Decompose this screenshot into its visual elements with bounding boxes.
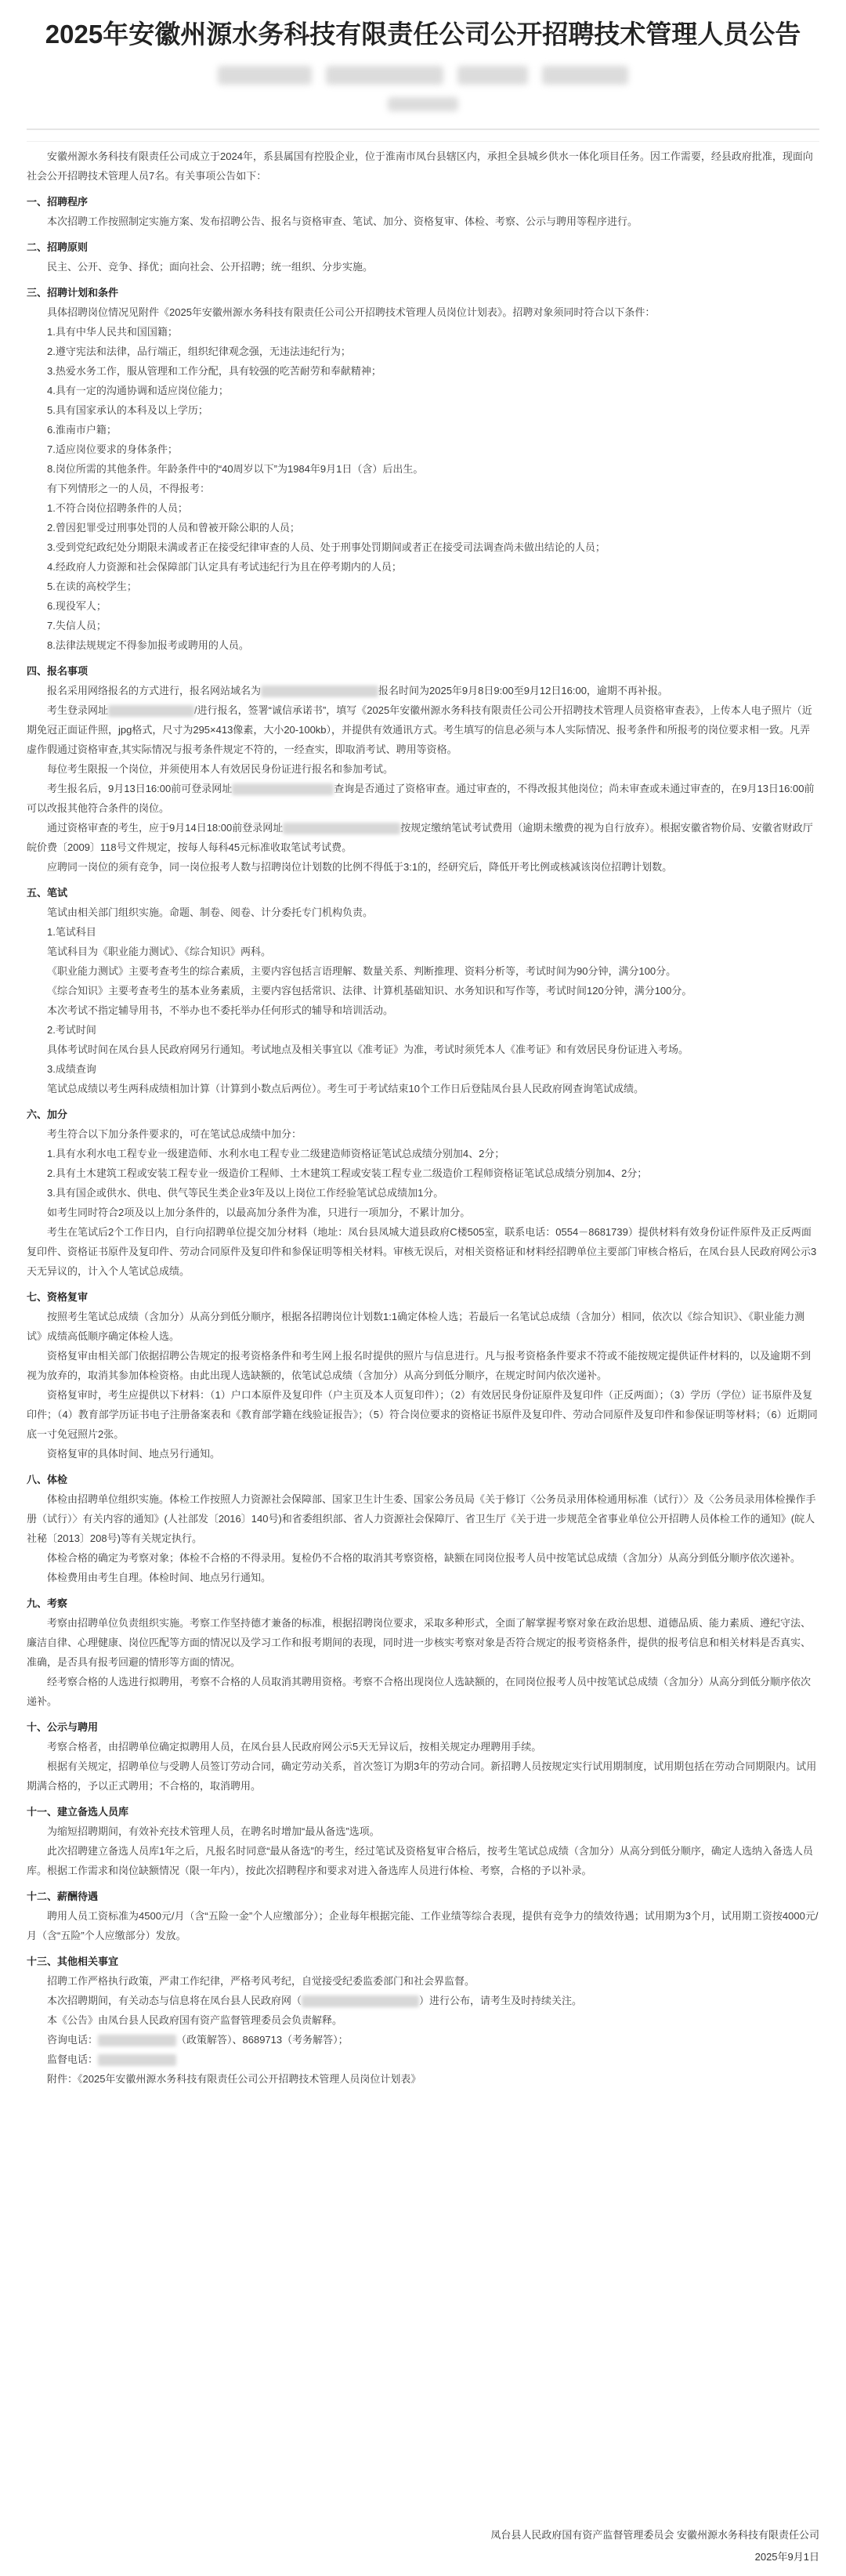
section-heading-10: 十、公示与聘用 — [27, 1721, 99, 1733]
exclusion-item: 3.受到党纪政纪处分期限未满或者正在接受纪律审查的人员、处于刑事处罚期间或者正在接受司法调查尚未做出结论的人员； — [47, 541, 606, 553]
meta-redacted-2 — [326, 66, 443, 85]
bonus-item: 1.具有水利水电工程专业一级建造师、水利水电工程专业二级建造师资格证笔试总成绩分别加4、2分； — [47, 1148, 505, 1160]
section-heading-7: 七、资格复审 — [27, 1291, 89, 1303]
section-text-2: 民主、公开、竞争、择优；面向社会、公开招聘；统一组织、分步实施。 — [47, 261, 374, 273]
exclusion-item: 8.法律法规规定不得参加报考或聘用的人员。 — [47, 639, 249, 651]
condition-item: 1.具有中华人民共和国国籍； — [47, 326, 178, 338]
registration-login-b: /进行报名，签署“诚信承诺书”，填写《2025年安徽州源水务科技有限责任公司公开招聘技术管理人员资格审查表》，上传本人电子照片（近期免冠正面证件照，jpg格式，尺寸为295×413像素，大小20-100kb），并提供有效通讯方式。考生填写的信息必须与本人实际情况、报考条件和所报考的岗位要求相一致。凡弄虚作假通过资格审查,其实际情况与报考条件规定不符的，一经查实，即取消考试、聘用等资格。 — [27, 704, 812, 755]
announcement-body — [27, 147, 819, 2089]
salary-paragraph: 聘用人员工资标准为4500元/月（含“五险一金”个人应缴部分）；企业每年根据完能、工作业绩等综合表现，提供有竞争力的绩效待遇；试用期为3个月，试用期工资按4000元/月（含“五险”个人应缴部分）发放。 — [27, 1910, 819, 1941]
condition-item: 6.淮南市户籍； — [47, 424, 117, 436]
exclusion-item: 1.不符合岗位招聘条件的人员； — [47, 502, 188, 514]
redacted-url — [232, 783, 334, 795]
signature-block — [490, 2524, 819, 2568]
intro-paragraph: 安徽州源水务科技有限责任公司成立于2024年，系县属国有控股企业，位于淮南市凤台县辖区内，承担全县城乡供水一体化项目任务。因工作需要，经县政府批准，现面向社会公开招聘技术管理人员7名。有关事项公告如下： — [27, 150, 813, 182]
redacted-phone — [98, 2035, 176, 2046]
requal-paragraph: 资格复审由相关部门依据招聘公告规定的报考资格条件和考生网上报名时提供的照片与信息进行。凡与报考资格条件要求不符或不能按规定提供证件材料的，以及逾期不到视为放弃的，取消其参加体检资格。由此出现人选缺额的，依笔试总成绩（含加分）从高分到低分顺序，在规定时间内依次递补。 — [27, 1350, 812, 1381]
reserve-paragraph: 为缩短招聘期间，有效补充技术管理人员，在聘名时增加“最从备选”选项。 — [47, 1825, 380, 1837]
medical-paragraph: 体检由招聘单位组织实施。体检工作按照人力资源社会保障部、国家卫生计生委、国家公务员局《关于修订〈公务员录用体检通用标准（试行）〉及〈公务员录用体检操作手册（试行）〉有关内容的通知》(人社部发〔2016〕140号)和省委组织部、省人力资源社会保障厅、省卫生厅《关于进一步规范全省事业单位公开招聘人员体检工作的通知》(皖人社秘〔2013〕208号)等有关规定执行。 — [27, 1493, 816, 1544]
exam-subheading: 3.成绩查询 — [47, 1063, 96, 1075]
attachment-link[interactable]: 附件：《2025年安徽州源水务科技有限责任公司公开招聘技术管理人员岗位计划表》 — [47, 2073, 421, 2085]
section-heading-3: 三、招聘计划和条件 — [27, 287, 119, 298]
inspection-paragraph: 经考察合格的人选进行拟聘用，考察不合格的人员取消其聘用资格。考察不合格出现岗位人选缺额的，在同岗位报考人员中按笔试总成绩（含加分）从高分到低分顺序依次递补。 — [27, 1676, 812, 1707]
redacted-website — [261, 686, 378, 697]
title-divider — [27, 128, 819, 130]
redacted-url — [283, 823, 400, 834]
registration-text-b: 报名时间为2025年9月8日9:00至9月12日16:00，逾期不再补报。 — [378, 685, 668, 696]
bonus-item: 2.具有土木建筑工程或安装工程专业一级造价工程师、土木建筑工程或安装工程专业二级造价工程师资格证笔试总成绩分别加4、2分； — [47, 1167, 648, 1179]
condition-item: 7.适应岗位要求的身体条件； — [47, 443, 178, 455]
section-heading-4: 四、报名事项 — [27, 665, 89, 677]
section-heading-5: 五、笔试 — [27, 887, 68, 899]
other-website-paragraph — [27, 1991, 819, 2010]
registration-text-a: 报名采用网络报名的方式进行，报名网站域名为 — [47, 685, 262, 696]
publicity-paragraph: 根据有关规定，招聘单位与受聘人员签订劳动合同，确定劳动关系，首次签订为期3年的劳动合同。新招聘人员按规定实行试用期制度，试用期包括在劳动合同期限内。试用期满合格的，予以正式聘用；不合格的，取消聘用。 — [27, 1760, 817, 1792]
medical-paragraph: 体检合格的确定为考察对象；体检不合格的不得录用。复检仍不合格的取消其考察资格，缺额在同岗位报考人员中按笔试总成绩（含加分）从高分到低分顺序依次递补。 — [47, 1552, 801, 1564]
condition-item: 5.具有国家承认的本科及以上学历； — [47, 404, 208, 416]
supervise-phone — [27, 2050, 819, 2069]
publicity-paragraph: 考察合格者，由招聘单位确定拟聘用人员，在凤台县人民政府网公示5天无异议后，按相关规定办理聘用手续。 — [47, 1741, 542, 1753]
consult-phone — [27, 2030, 819, 2050]
issue-date: 2025年9月1日 — [754, 2551, 819, 2563]
exam-subheading: 2.考试时间 — [47, 1024, 96, 1036]
exclusion-item: 5.在读的高校学生； — [47, 581, 137, 592]
exam-lead: 笔试由相关部门组织实施。命题、制卷、阅卷、计分委托专门机构负责。 — [47, 906, 374, 918]
bonus-item: 3.具有国企或供水、供电、供气等民生类企业3年及以上岗位工作经验笔试总成绩加1分。 — [47, 1187, 444, 1199]
meta-redacted-4 — [542, 66, 628, 85]
section-heading-1: 一、招聘程序 — [27, 196, 89, 208]
other-website-a: 本次招聘期间，有关动态与信息将在凤台县人民政府网（ — [47, 1995, 302, 2006]
medical-paragraph: 体检费用由考生自理。体检时间、地点另行通知。 — [47, 1572, 272, 1583]
requal-paragraph: 资格复审的具体时间、地点另行通知。 — [47, 1448, 221, 1460]
requal-paragraph: 按照考生笔试总成绩（含加分）从高分到低分顺序，根据各招聘岗位计划数1:1确定体检人选；若最后一名笔试总成绩（含加分）相同，依次以《综合知识》、《职业能力测试》成绩高低顺序确定体检人选。 — [27, 1311, 805, 1342]
supervise-phone-label: 监督电话： — [47, 2053, 99, 2065]
exam-subheading: 1.笔试科目 — [47, 926, 96, 938]
fee-payment-paragraph — [27, 818, 819, 857]
exam-time-text: 具体考试时间在凤台县人民政府网另行通知。考试地点及相关事宜以《准考证》为准，考试时须凭本人《准考证》和有效居民身份证进入考场。 — [47, 1044, 689, 1055]
section-heading-6: 六、加分 — [27, 1109, 68, 1120]
exclusion-lead: 有下列情形之一的人员，不得报考： — [47, 483, 211, 494]
section-heading-9: 九、考察 — [27, 1597, 68, 1609]
section-heading-13: 十三、其他相关事宜 — [27, 1956, 119, 1967]
exclusion-item: 7.失信人员； — [47, 620, 107, 631]
meta-redacted-5 — [388, 97, 458, 111]
other-website-b: ）进行公布，请考生及时持续关注。 — [419, 1995, 583, 2006]
condition-item: 8.岗位所需的其他条件。年龄条件中的“40周岁以下”为1984年9月1日（含）后出生。 — [47, 463, 424, 475]
consult-phone-label: 咨询电话： — [47, 2034, 99, 2046]
registration-limit-paragraph: 每位考生限报一个岗位，并须使用本人有效居民身份证进行报名和参加考试。 — [47, 763, 394, 775]
review-query-paragraph — [27, 779, 819, 818]
redacted-phone — [98, 2054, 176, 2066]
title-divider-thin — [27, 141, 819, 142]
exam-subjects: 笔试科目为《职业能力测试》、《综合知识》两科。 — [47, 946, 272, 957]
requal-paragraph: 资格复审时，考生应提供以下材料：（1）户口本原件及复印件（户主页及本人页复印件）；（2）有效居民身份证原件及复印件（正反两面）；（3）学历（学位）证书原件及复印件；（4）教育部学历证书电子注册备案表和《教育部学籍在线验证报告》；（5）符合岗位要求的资格证书原件及复印件、劳动合同原件及复印件和参保证明等材料；（6）近期同底一寸免冠照片2张。 — [27, 1389, 818, 1440]
ratio-paragraph: 应聘同一岗位的须有竞争，同一岗位报考人数与招聘岗位计划数的比例不得低于3:1的，经研究后，降低开考比例或核减该岗位招聘计划数。 — [47, 861, 673, 873]
condition-item: 4.具有一定的沟通协调和适应岗位能力； — [47, 385, 229, 396]
issuer-names: 凤台县人民政府国有资产监督管理委员会 安徽州源水务科技有限责任公司 — [490, 2529, 819, 2541]
review-query-b: 查询是否通过了资格审查。通过审查的，不得改报其他岗位；尚未审查或未通过审查的，在9月13日16:00前可以改报其他符合条件的岗位。 — [27, 783, 815, 814]
section-heading-12: 十二、薪酬待遇 — [27, 1890, 99, 1902]
meta-info-redacted — [27, 66, 819, 89]
registration-website-paragraph — [27, 681, 819, 700]
exclusion-item: 4.经政府人力资源和社会保障部门认定具有考试违纪行为且在停考期内的人员； — [47, 561, 402, 573]
section-text-1: 本次招聘工作按照制定实施方案、发布招聘公告、报名与资格审查、笔试、加分、资格复审、体检、考察、公示与聘用等程序进行。 — [47, 215, 638, 227]
meta-info-redacted-row2 — [27, 97, 819, 116]
condition-item: 2.遵守宪法和法律，品行端正，组织纪律观念强，无违法违纪行为； — [47, 346, 351, 357]
fee-payment-a: 通过资格审查的考生，应于9月14日18:00前登录网址 — [47, 822, 284, 834]
redacted-url — [108, 705, 194, 717]
condition-item: 3.热爱水务工作，服从管理和工作分配，具有较强的吃苦耐劳和奉献精神； — [47, 365, 381, 377]
section-heading-8: 八、体检 — [27, 1474, 68, 1485]
bonus-materials: 考生在笔试后2个工作日内，自行向招聘单位提交加分材料（地址：凤台县凤城大道县政府C楼505室，联系电话：0554－8681739）提供材料有效身份证件原件及正反两面复印件、资格证书原件及复印件、劳动合同原件及复印件和参保证明等相关材料。审核无误后，对相关资格证和材料经招聘单位主要部门审核合格后，在凤台县人民政府网公示3天无异议的，计入个人笔试总成绩。 — [27, 1226, 817, 1277]
fee-payment-b: 按规定缴纳笔试考试费用（逾期未缴费的视为自行放弃）。根据安徽省物价局、安徽省财政厅皖价费〔2009〕118号文件规定，按每人每科45元标准收取笔试考试费。 — [27, 822, 813, 853]
exam-no-book: 本次考试不指定辅导用书，不举办也不委托举办任何形式的辅导和培训活动。 — [47, 1004, 394, 1016]
registration-process-paragraph — [27, 700, 819, 759]
section-heading-11: 十一、建立备选人员库 — [27, 1806, 129, 1818]
exam-subject-ability: 《职业能力测试》主要考查考生的综合素质，主要内容包括言语理解、数量关系、判断推理、资料分析等，考试时间为90分钟，满分100分。 — [47, 965, 677, 977]
section-heading-2: 二、招聘原则 — [27, 241, 89, 253]
section-lead-3: 具体招聘岗位情况见附件《2025年安徽州源水务科技有限责任公司公开招聘技术管理人员岗位计划表》。招聘对象须同时符合以下条件： — [47, 306, 656, 318]
inspection-paragraph: 考察由招聘单位负责组织实施。考察工作坚持德才兼备的标准，根据招聘岗位要求，采取多种形式，全面了解掌握考察对象在政治思想、道德品质、能力素质、遵纪守法、廉洁自律、心理健康、岗位匹配等方面的情况以及学习工作和报考期间的表现，同时进一步核实考察对象是否符合规定的报考资格条件，提供的报考信息和相关材料是否真实、准确，是否具有报考回避的情形等方面的情况。 — [27, 1617, 812, 1668]
exam-score-text: 笔试总成绩以考生两科成绩相加计算（计算到小数点后两位）。考生可于考试结束10个工作日后登陆凤台县人民政府网查询笔试成绩。 — [47, 1083, 644, 1094]
redacted-url — [302, 1995, 419, 2007]
exam-subject-knowledge: 《综合知识》主要考查考生的基本业务素质，主要内容包括常识、法律、计算机基础知识、水务知识和写作等，考试时间120分钟，满分100分。 — [47, 985, 692, 997]
registration-login-a: 考生登录网址 — [47, 704, 109, 716]
meta-redacted-3 — [457, 66, 528, 85]
reserve-paragraph: 此次招聘建立备选人员库1年之后，凡报名时同意“最从备选”的考生，经过笔试及资格复审合格后，按考生笔试总成绩（含加分）从高分到低分顺序，确定人选纳入备选人员库。根据工作需求和岗位缺额情况（限一年内），按此次招聘程序和要求对进入备选库人员进行体检、考察，合格的予以补录。 — [27, 1845, 813, 1876]
exclusion-item: 6.现役军人； — [47, 600, 107, 612]
consult-phone-text: （政策解答）、8689713（考务解答）； — [176, 2034, 349, 2046]
bonus-item: 如考生同时符合2项及以上加分条件的，以最高加分条件为准，只进行一项加分，不累计加分。 — [47, 1207, 471, 1218]
exclusion-item: 2.曾因犯罪受过刑事处罚的人员和曾被开除公职的人员； — [47, 522, 300, 534]
other-paragraph: 本《公告》由凤台县人民政府国有资产监督管理委员会负责解释。 — [47, 2014, 343, 2026]
review-query-a: 考生报名后，9月13日16:00前可登录网址 — [47, 783, 233, 794]
page-title: 2025年安徽州源水务科技有限责任公司公开招聘技术管理人员公告 — [45, 20, 801, 49]
bonus-lead: 考生符合以下加分条件要求的，可在笔试总成绩中加分： — [47, 1128, 302, 1140]
meta-redacted-1 — [218, 66, 312, 85]
other-paragraph: 招聘工作严格执行政策，严肃工作纪律，严格考风考纪，自觉接受纪委监委部门和社会界监督。 — [47, 1975, 475, 1987]
